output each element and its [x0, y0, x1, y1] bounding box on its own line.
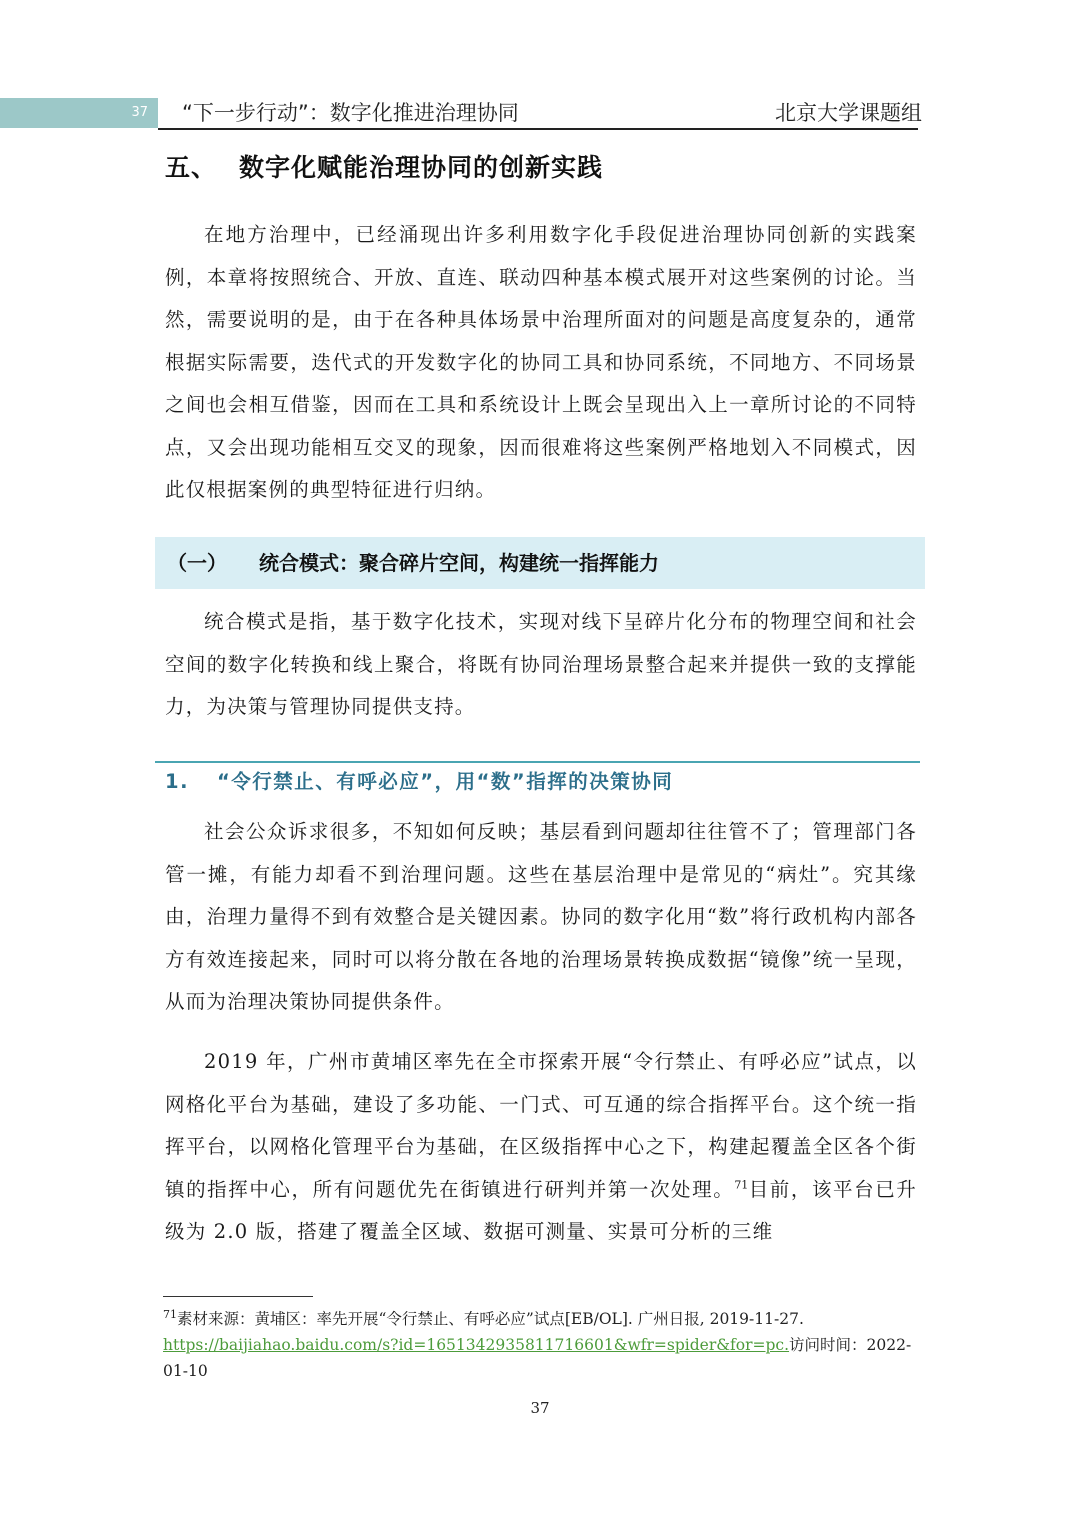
footnote-text: 素材来源：黄埔区：率先开展“令行禁止、有呼必应”试点[EB/OL]. 广州日报, 2019-11-27. [177, 1310, 804, 1328]
paragraph-problem: 社会公众诉求很多，不知如何反映；基层看到问题却往往管不了；管理部门各管一摊，有能力却看不到治理问题。这些在基层治理中是常见的“病灶”。究其缘由，治理力量得不到有效整合是关键因素。协同的数字化用“数”将行政机构内部各方有效连接起来，同时可以将分散在各地的治理场景转换成数据“镜像”统一呈现，从而为治理决策协同提供条件。 [165, 820, 917, 1013]
paragraph-intro: 在地方治理中，已经涌现出许多利用数字化手段促进治理协同创新的实践案例，本章将按照统合、开放、直连、联动四种基本模式展开对这些案例的讨论。当然，需要说明的是，由于在各种具体场景中治理所面对的问题是高度复杂的，通常根据实际需要，迭代式的开发数字化的协同工具和协同系统，不同地方、不同场景之间也会相互借鉴，因而在工具和系统设计上既会呈现出入上一章所讨论的不同特点，又会出现功能相互交叉的现象，因而很难将这些案例严格地划入不同模式，因此仅根据案例的典型特征进行归纳。 [165, 223, 917, 501]
section-title-text: 数字化赋能治理协同的创新实践 [239, 153, 604, 182]
case-text-part2: 目前，该平台已升级为 2.0 版，搭建了覆盖全区域、数据可测量、实景可分析的三维 [165, 1177, 917, 1243]
footnote-link[interactable]: https://baijiahao.baidu.com/s?id=1651342935811716601&wfr=spider&for=pc. [163, 1336, 790, 1354]
footnote-mark: 71 [163, 1307, 177, 1321]
page-number: 37 [530, 1399, 550, 1417]
header-rule [158, 128, 918, 130]
case-text-part1: 2019 年，广州市黄埔区率先在全市探索开展“令行禁止、有呼必应”试点，以网格化平台为基础，建设了多功能、一门式、可互通的综合指挥平台。这个统一指挥平台，以网格化管理平台为基础，在区级指挥中心之下，构建起覆盖全区各个街镇的指挥中心，所有问题优先在街镇进行研判并第一次处理。 [165, 1050, 917, 1201]
section-title [165, 148, 603, 184]
header-title: “下一步行动”：数字化推进治理协同 [182, 101, 519, 125]
paragraph-unified-mode: 统合模式是指，基于数字化技术，实现对线下呈碎片化分布的物理空间和社会空间的数字化转换和线上聚合，将既有协同治理场景整合起来并提供一致的支撑能力，为决策与管理协同提供支持。 [165, 610, 917, 718]
paragraph-case [165, 1041, 917, 1254]
subsection-title: 统合模式：聚合碎片空间，构建统一指挥能力 [259, 551, 659, 575]
subsection-heading [155, 537, 925, 589]
footnote [163, 1306, 915, 1384]
heading3 [165, 766, 673, 794]
heading3-number: 1. [165, 770, 189, 793]
section-number: 五、 [165, 153, 218, 182]
header-page-number: 37 [131, 105, 148, 120]
header-page-band [0, 98, 158, 128]
footnote-reference[interactable]: 71 [734, 1178, 749, 1191]
heading3-rule [155, 761, 920, 763]
header-organization: 北京大学课题组 [775, 101, 922, 125]
footnote-access-date: 访问时间：2022-01-10 [163, 1336, 912, 1380]
heading3-title: “令行禁止、有呼必应”，用“数”指挥的决策协同 [216, 770, 674, 793]
subsection-number: （一） [167, 551, 227, 575]
footnote-separator [163, 1296, 313, 1297]
